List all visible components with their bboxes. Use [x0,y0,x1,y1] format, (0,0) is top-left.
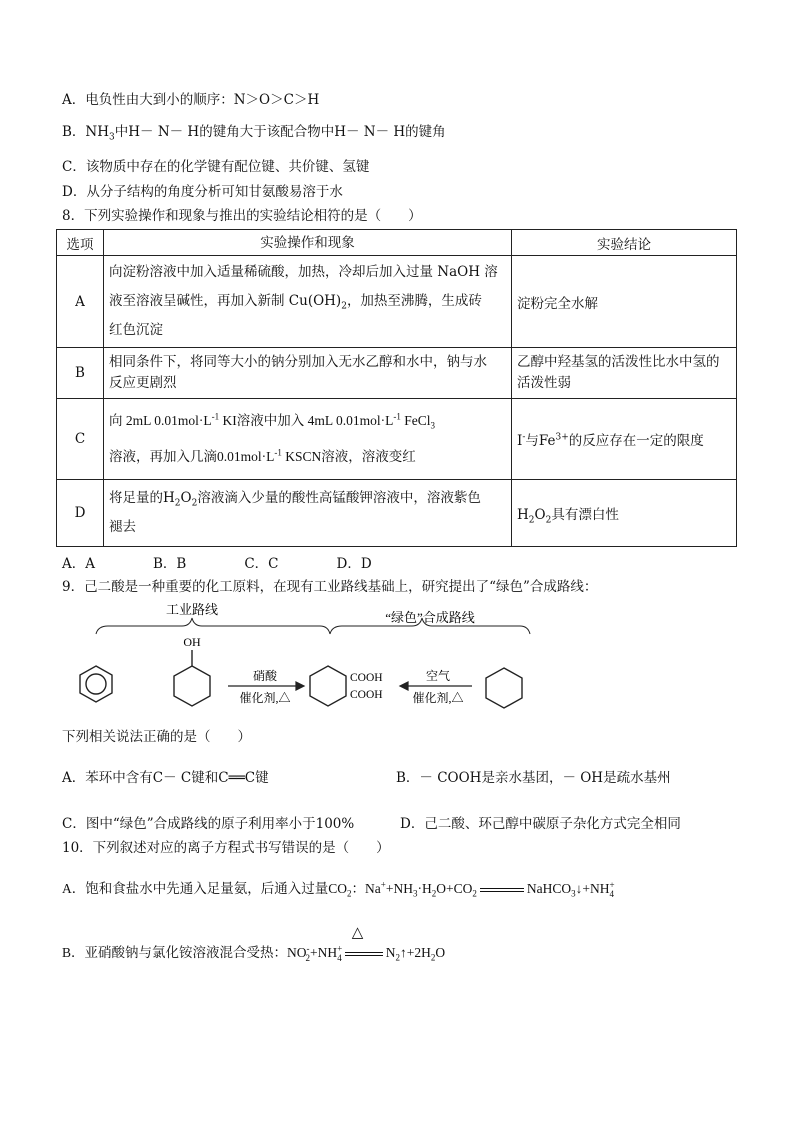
equals-sign [480,888,524,892]
row-conclusion: I-与$Fe^{3+}$的反应存在一定的限度 [512,399,737,480]
row-label: D [57,480,104,547]
arrow-right-icon [228,682,304,690]
row-operation: 将足量的$H_2O_2$溶液滴入少量的酸性高锰酸钾溶液中，溶液紫色 褪去 [104,480,512,547]
header-operation: 实验操作和现象 [104,230,512,256]
reagent-catalyst-1: 催化剂,△ [239,691,291,705]
table-row [57,480,737,547]
q8-answer-d: D．D [336,556,372,572]
table-row [57,399,737,480]
q9-option-c: C．图中“绿色”合成路线的原子利用率小于100% [62,816,355,832]
row-conclusion: $H_2O_2$具有漂白性 [512,480,737,547]
reagent-catalyst-2: 催化剂,△ [412,691,464,705]
heat-arrow [342,925,386,962]
industrial-route-brace [96,618,330,634]
row-operation: 向淀粉溶液中加入适量稀硫酸，加热，冷却后加入过量 NaOH 溶 液至溶液呈碱性，再加入新制 $Cu(OH)_2$，加热至沸腾，生成砖 红色沉淀 [104,256,512,348]
delta-heat-symbol: △ [351,925,364,941]
cooh-label-bottom: COOH [350,689,383,701]
arrow-left-icon [400,682,472,690]
header-conclusion: 实验结论 [512,230,737,256]
row-label: B [57,348,104,399]
row-conclusion: 乙醇中羟基氢的活泼性比水中氢的 活泼性弱 [512,348,737,399]
cyclohexanol-structure [174,650,210,706]
reagent-nitric-acid: 硝酸 [252,669,278,683]
q9-option-d: D．己二酸、环己醇中碳原子杂化方式完全相同 [400,816,681,832]
q10-option-a: A．饱和食盐水中先通入足量氨，后通入过量$CO_2$：$Na^++NH_3\cdot H_2O+CO_2$ $NaHCO_3↓+NH^+_4$ [62,879,615,899]
q7-option-a: A．电负性由大到小的顺序：N＞O＞C＞H [62,92,320,108]
industrial-route-label: 工业路线 [165,602,219,617]
experiment-table [56,229,737,547]
q10-option-b: B．亚硝酸钠与氯化铵溶液混合受热：$NO^-_2+NH^+_4$ △ $N_2↑+2H_2O$ [62,925,446,963]
cyclohexane-structure [486,668,522,708]
q8-answer-b: B．B [153,556,187,572]
row-label: C [57,399,104,480]
q8-answer-options [62,552,430,572]
q8-answer-c: C．C [244,556,279,572]
cooh-label-top: COOH [350,672,383,684]
adipic-acid-structure [310,666,346,706]
row-conclusion: 淀粉完全水解 [512,256,737,348]
q8-stem: 8．下列实验操作和现象与推出的实验结论相符的是（ ） [62,208,422,224]
table-row [57,256,737,348]
q9-stem: 9．己二酸是一种重要的化工原料，在现有工业路线基础上，研究提出了“绿色”合成路线： [62,579,598,595]
q7-option-c: C．该物质中存在的化学键有配位键、共价键、氢键 [62,159,370,175]
q7-option-b: B．$NH_3$中H－ N－ H的键角大于该配合物中H－ N－ H的键角 [62,124,446,143]
hydroxyl-label: OH [183,635,201,649]
q10-stem: 10．下列叙述对应的离子方程式书写错误的是（ ） [62,840,390,856]
q9-ask: 下列相关说法正确的是（ ） [62,729,251,745]
table-row [57,348,737,399]
benzene-structure [80,666,112,702]
row-operation: 相同条件下，将同等大小的钠分别加入无水乙醇和水中，钠与水 反应更剧烈 [104,348,512,399]
row-label: A [57,256,104,348]
table-header-row [57,230,737,256]
q7-option-d: D．从分子结构的角度分析可知甘氨酸易溶于水 [62,184,343,200]
equals-sign [345,952,383,956]
q9-option-b: B．－ COOH是亲水基团，－ OH是疏水基州 [396,770,671,786]
q9-option-a: A．苯环中含有C－ C键和C══C键 [62,770,269,786]
q8-answer-a: A．A [62,556,95,572]
synthesis-route-diagram [62,598,542,720]
row-operation: 向 2mL $0.01mol\cdot L^{-1}$ KI溶液中加入 4mL $0.01mol\cdot L^{-1}$ FeCl$_3$ 溶液，再加入几滴$0.01mol\cdot L^{-1}$ KSCN溶液，溶液变红 [104,399,512,480]
green-route-label: “绿色”合成路线 [385,610,475,625]
header-option: 选项 [57,230,104,256]
reagent-air: 空气 [425,669,451,683]
